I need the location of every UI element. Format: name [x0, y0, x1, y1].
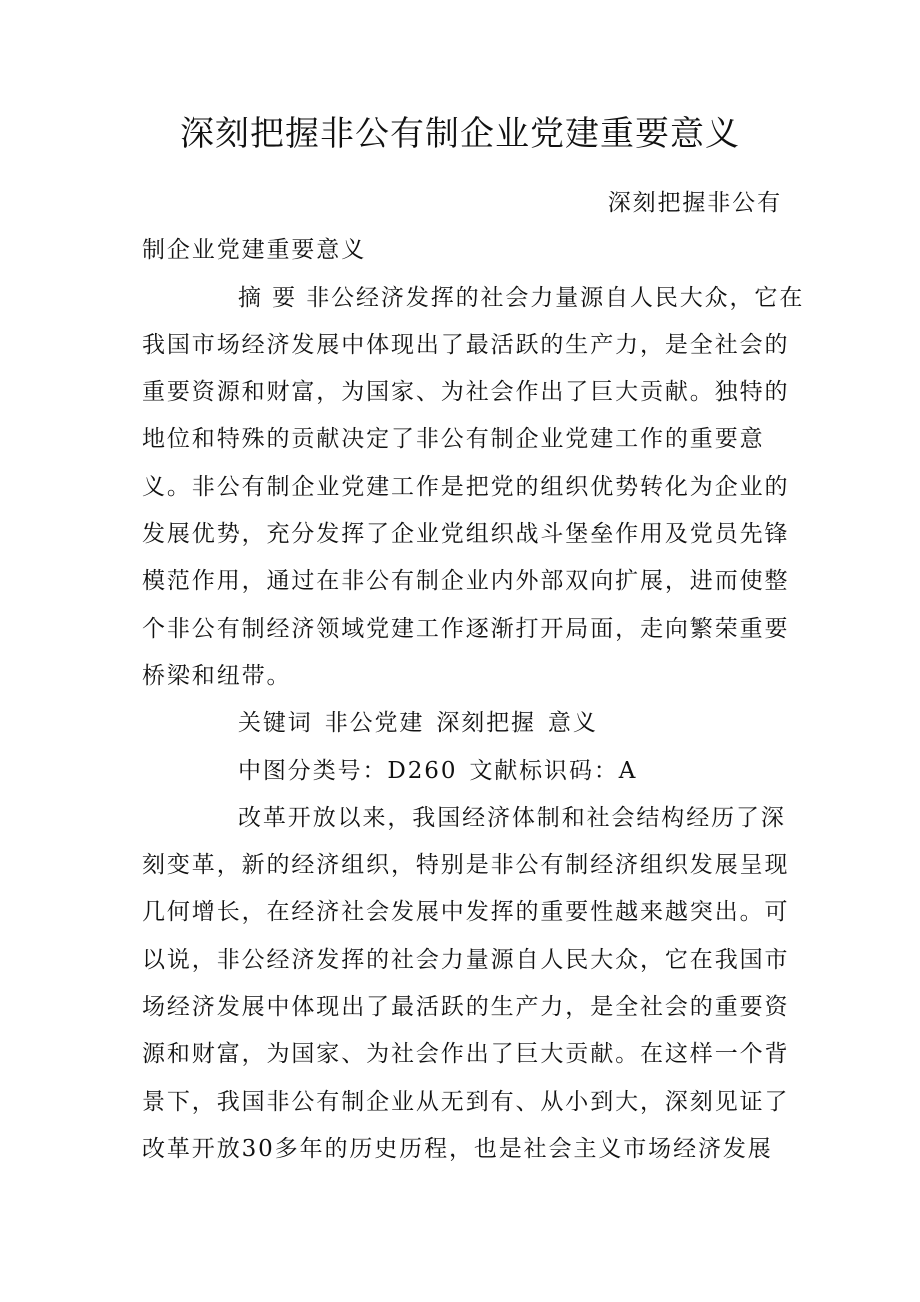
abstract-line: 模范作用，通过在非公有制企业内外部双向扩展，进而使整: [142, 568, 790, 595]
paragraph-line: 刻变革，新的经济组织，特别是非公有制经济组织发展呈现: [142, 852, 790, 879]
doc-id-value: A: [618, 757, 638, 784]
keywords-label: 关键词: [238, 710, 313, 737]
paragraph-line: 几何增长，在经济社会发展中发挥的重要性越来越突出。可: [142, 899, 790, 926]
clc-value: D260: [387, 757, 458, 784]
abstract-label: 摘 要: [238, 284, 298, 311]
abstract-text: 非公经济发挥的社会力量源自人民大众，它在: [306, 284, 805, 311]
abstract-line: 义。非公有制企业党建工作是把党的组织优势转化为企业的: [142, 473, 790, 500]
abstract-line: 我国市场经济发展中体现出了最活跃的生产力，是全社会的: [142, 331, 790, 358]
paragraph-line: 源和财富，为国家、为社会作出了巨大贡献。在这样一个背: [142, 1041, 790, 1068]
classification-line: [142, 748, 782, 795]
keyword: 深刻把握: [436, 710, 536, 737]
abstract-first-line: [142, 275, 805, 322]
abstract-line: 重要资源和财富，为国家、为社会作出了巨大贡献。独特的: [142, 379, 790, 406]
abstract-line: 发展优势，充分发挥了企业党组织战斗堡垒作用及党员先锋: [142, 521, 790, 548]
document-body: [142, 180, 805, 1173]
paragraph-line: 景下，我国非公有制企业从无到有、从小到大，深刻见证了: [142, 1088, 790, 1115]
byline-line: 深刻把握非公有: [607, 190, 782, 216]
paragraph-line: 场经济发展中体现出了最活跃的生产力，是全社会的重要资: [142, 994, 790, 1021]
paragraph-line: 改革开放30多年的历史历程，也是社会主义市场经济发展: [142, 1135, 773, 1162]
abstract-line: 地位和特殊的贡献决定了非公有制企业党建工作的重要意: [142, 426, 765, 453]
keyword: 意义: [547, 710, 598, 737]
keyword: 非公党建: [324, 710, 425, 737]
paragraph-line: 以说，非公经济发挥的社会力量源自人民大众，它在我国市: [142, 946, 790, 973]
byline-line: 制企业党建重要意义: [142, 237, 367, 264]
clc-label: 中图分类号：: [238, 757, 388, 784]
doc-id-label: 文献标识码：: [469, 757, 619, 784]
keywords-line: [142, 700, 782, 747]
abstract-line: 个非公有制经济领域党建工作逐渐打开局面，走向繁荣重要: [142, 615, 790, 642]
paragraph-line: 改革开放以来，我国经济体制和社会结构经历了深: [238, 804, 786, 831]
abstract-line: 桥梁和纽带。: [142, 662, 292, 689]
page-title: 深刻把握非公有制企业党建重要意义: [180, 114, 740, 154]
